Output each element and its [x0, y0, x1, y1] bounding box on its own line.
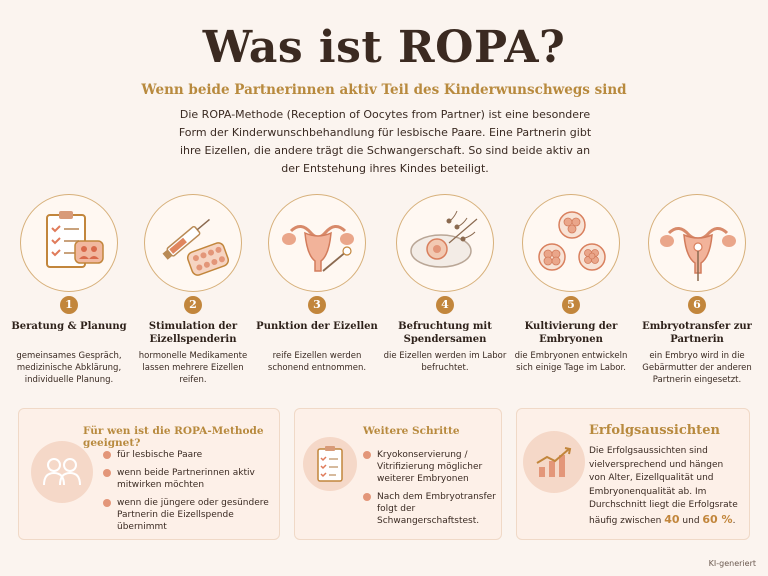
step-name: Befruchtung mit Spendersamen: [398, 321, 492, 345]
uterus-transfer-icon: [648, 194, 746, 292]
success-end: .: [732, 515, 736, 526]
list-item: Kryokonservierung / Vitrifizierung möglicher weiterer Embryonen: [363, 449, 497, 485]
checklist-icon: [303, 437, 357, 491]
step-name: Beratung & Planung: [11, 321, 127, 332]
step-6: [632, 194, 762, 386]
list-item: wenn die jüngere oder gesündere Partnerin die Eizellspende übernimmt: [103, 497, 273, 533]
growth-chart-icon: [523, 431, 585, 493]
page-subtitle: Wenn beide Partnerinnen aktiv Teil des Kinderwunschwegs sind: [141, 82, 627, 98]
step-desc: hormonelle Medikamente lassen mehrere Eizellen reifen.: [138, 351, 248, 385]
card-list: [103, 449, 273, 539]
step-name: Embryotransfer zur Partnerin: [642, 321, 752, 345]
list-item: Nach dem Embryotransfer folgt der Schwangerschaftstest.: [363, 491, 497, 527]
step-name: Kultivierung der Embryonen: [524, 321, 618, 345]
step-desc: reife Eizellen werden schonend entnommen.: [267, 351, 367, 373]
step-desc: die Embryonen entwickeln sich einige Tage im Labor.: [514, 351, 628, 373]
step-desc: ein Embryo wird in die Gebärmutter der anderen Partnerin eingesetzt.: [642, 351, 752, 385]
step-number: 2: [184, 296, 202, 314]
card-title: Weitere Schritte: [363, 425, 460, 437]
couple-icon: [31, 441, 93, 503]
card-list: [363, 449, 497, 533]
step-1: [4, 194, 134, 386]
step-number: 5: [562, 296, 580, 314]
list-item: wenn beide Partnerinnen aktiv mitwirken möchten: [103, 467, 273, 491]
list-item: für lesbische Paare: [103, 449, 273, 461]
card-title: Erfolgsaussichten: [589, 423, 720, 438]
page-title: Was ist ROPA?: [202, 22, 566, 73]
success-low: 40: [664, 512, 680, 526]
card-suitable: [18, 408, 280, 540]
step-4: [380, 194, 510, 374]
success-high: 60 %: [702, 512, 733, 526]
syringe-pills-icon: [144, 194, 242, 292]
card-next-steps: [294, 408, 502, 540]
step-3: [252, 194, 382, 374]
success-and: und: [682, 515, 700, 526]
step-name: Stimulation der Eizellspenderin: [148, 321, 238, 345]
steps-row: [0, 194, 768, 394]
uterus-needle-icon: [268, 194, 366, 292]
step-number: 3: [308, 296, 326, 314]
egg-sperm-icon: [396, 194, 494, 292]
embryos-icon: [522, 194, 620, 292]
step-desc: die Eizellen werden im Labor befruchtet.: [383, 351, 507, 373]
step-number: 4: [436, 296, 454, 314]
intro-text: Die ROPA-Methode (Reception of Oocytes from Partner) ist eine besondere Form der Kinderwunschbehandlung für lesbische Paare. Eine Partnerin gibt ihre Eizellen, die andere trägt die Schwangerschaft. So sind beide aktiv an der Entstehung ihres Kindes beteiligt.: [178, 108, 592, 175]
step-desc: gemeinsames Gespräch, medizinische Abklärung, individuelle Planung.: [16, 351, 122, 385]
success-body: Die Erfolgsaussichten sind vielversprechend und hängen von Alter, Eizellqualität und Embryonenqualität ab. Im Durchschnitt liegt die Erfolgsrate häufig zwischen: [589, 446, 738, 526]
success-text: [589, 445, 741, 528]
step-2: [128, 194, 258, 386]
step-number: 6: [688, 296, 706, 314]
card-title: Für wen ist die ROPA-Methode geeignet?: [83, 425, 264, 449]
ai-generated-label: KI-generiert: [708, 559, 756, 568]
step-name: Punktion der Eizellen: [256, 321, 378, 332]
clipboard-chat-icon: [20, 194, 118, 292]
card-success: [516, 408, 750, 540]
step-number: 1: [60, 296, 78, 314]
step-5: [506, 194, 636, 374]
